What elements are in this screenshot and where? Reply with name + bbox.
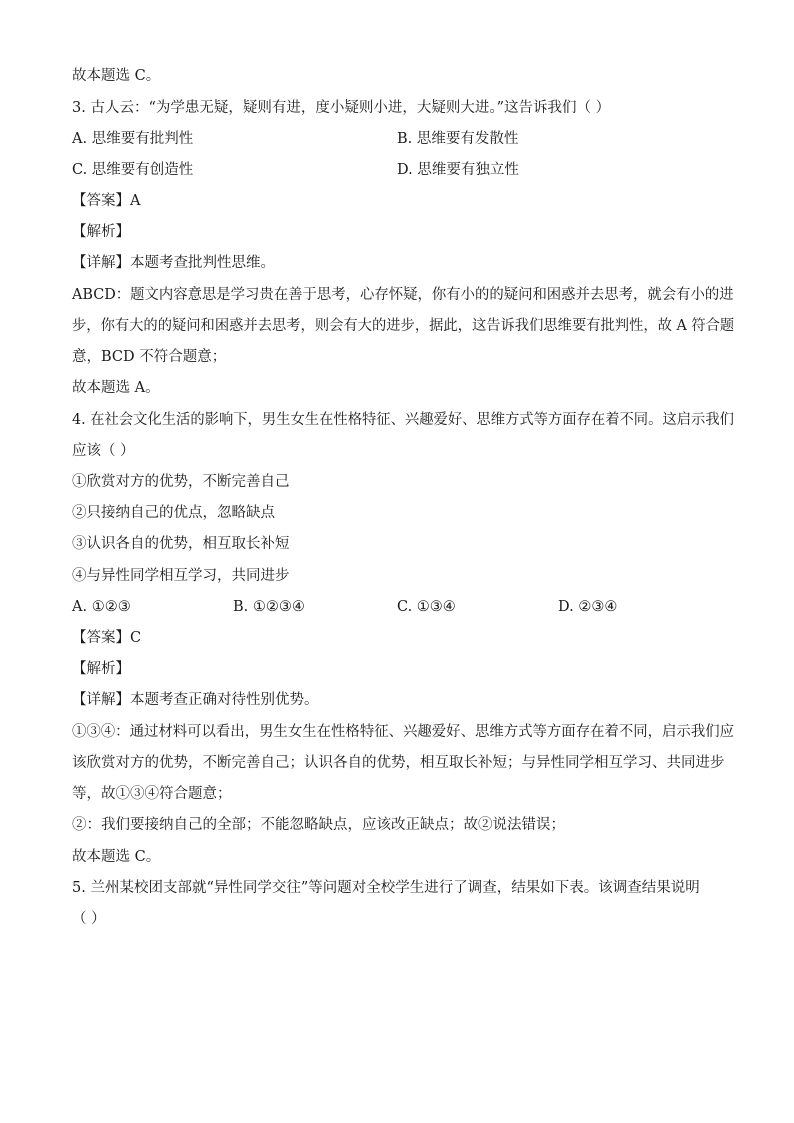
q4-explain-line: 该欣赏对方的优势，不断完善自己；认识各自的优势，相互取长补短；与异性同学相互学习、共同进步 <box>72 755 725 771</box>
q3-option-c: C. 思维要有创造性 <box>72 162 194 178</box>
q3-options-row1 <box>72 129 732 149</box>
q4-option-a: A. ①②③ <box>72 599 131 615</box>
q4-options-row <box>72 597 732 617</box>
q3-option-a: A. 思维要有批判性 <box>72 131 194 147</box>
q4-answer: 【答案】C <box>72 630 142 646</box>
q4-item-3: ③认识各自的优势，相互取长补短 <box>72 536 290 552</box>
q3-explain-line: 步，你有大的的疑问和困惑并去思考，则会有大的进步，据此，这告诉我们思维要有批判性，故 A 符合题 <box>72 318 735 334</box>
q5-stem-line: （ ） <box>72 911 106 927</box>
q4-analysis-label: 【解析】 <box>72 661 130 677</box>
q3-option-d: D. 思维要有独立性 <box>397 162 519 178</box>
q4-item-1: ①欣赏对方的优势，不断完善自己 <box>72 474 290 490</box>
q3-explain-line: ABCD：题文内容意思是学习贵在善于思考，心存怀疑，你有小的的疑问和困惑并去思考，就会有小的进 <box>72 287 734 303</box>
q4-option-b: B. ①②③④ <box>233 599 305 615</box>
q5-stem-line: 5. 兰州某校团支部就“异性同学交往”等问题对全校学生进行了调查，结果如下表。该调查结果说明 <box>72 880 700 896</box>
q4-conclusion: 故本题选 C。 <box>72 849 161 865</box>
q3-explain-line: 意，BCD 不符合题意； <box>72 349 227 365</box>
q3-analysis-label: 【解析】 <box>72 224 130 240</box>
q4-detail: 【详解】本题考查正确对待性别优势。 <box>72 692 319 708</box>
q4-explain-line: ①③④：通过材料可以看出，男生女生在性格特征、兴趣爱好、思维方式等方面存在着不同，启示我们应 <box>72 724 734 740</box>
q3-options-row2 <box>72 160 732 180</box>
q3-stem: 3. 古人云：“为学患无疑，疑则有进，度小疑则小进，大疑则大进。”这告诉我们（ ） <box>72 100 611 116</box>
q4-option-d: D. ②③④ <box>558 599 618 615</box>
q4-stem-line: 4. 在社会文化生活的影响下，男生女生在性格特征、兴趣爱好、思维方式等方面存在着不同。这启示我们 <box>72 412 734 428</box>
q4-item-4: ④与异性同学相互学习，共同进步 <box>72 568 290 584</box>
q3-option-b: B. 思维要有发散性 <box>397 131 519 147</box>
q4-stem-line: 应该（ ） <box>72 443 135 459</box>
q3-conclusion: 故本题选 A。 <box>72 380 160 396</box>
q3-answer: 【答案】A <box>72 193 141 209</box>
q3-detail: 【详解】本题考查批判性思维。 <box>72 255 275 271</box>
q4-option-c: C. ①③④ <box>397 599 456 615</box>
q4-item-2: ②只接纳自己的优点，忽略缺点 <box>72 505 275 521</box>
q4-explain-line: 等，故①③④符合题意； <box>72 786 232 802</box>
q4-explain-line: ②：我们要接纳自己的全部；不能忽略缺点，应该改正缺点；故②说法错误； <box>72 817 565 833</box>
previous-conclusion: 故本题选 C。 <box>72 68 161 84</box>
